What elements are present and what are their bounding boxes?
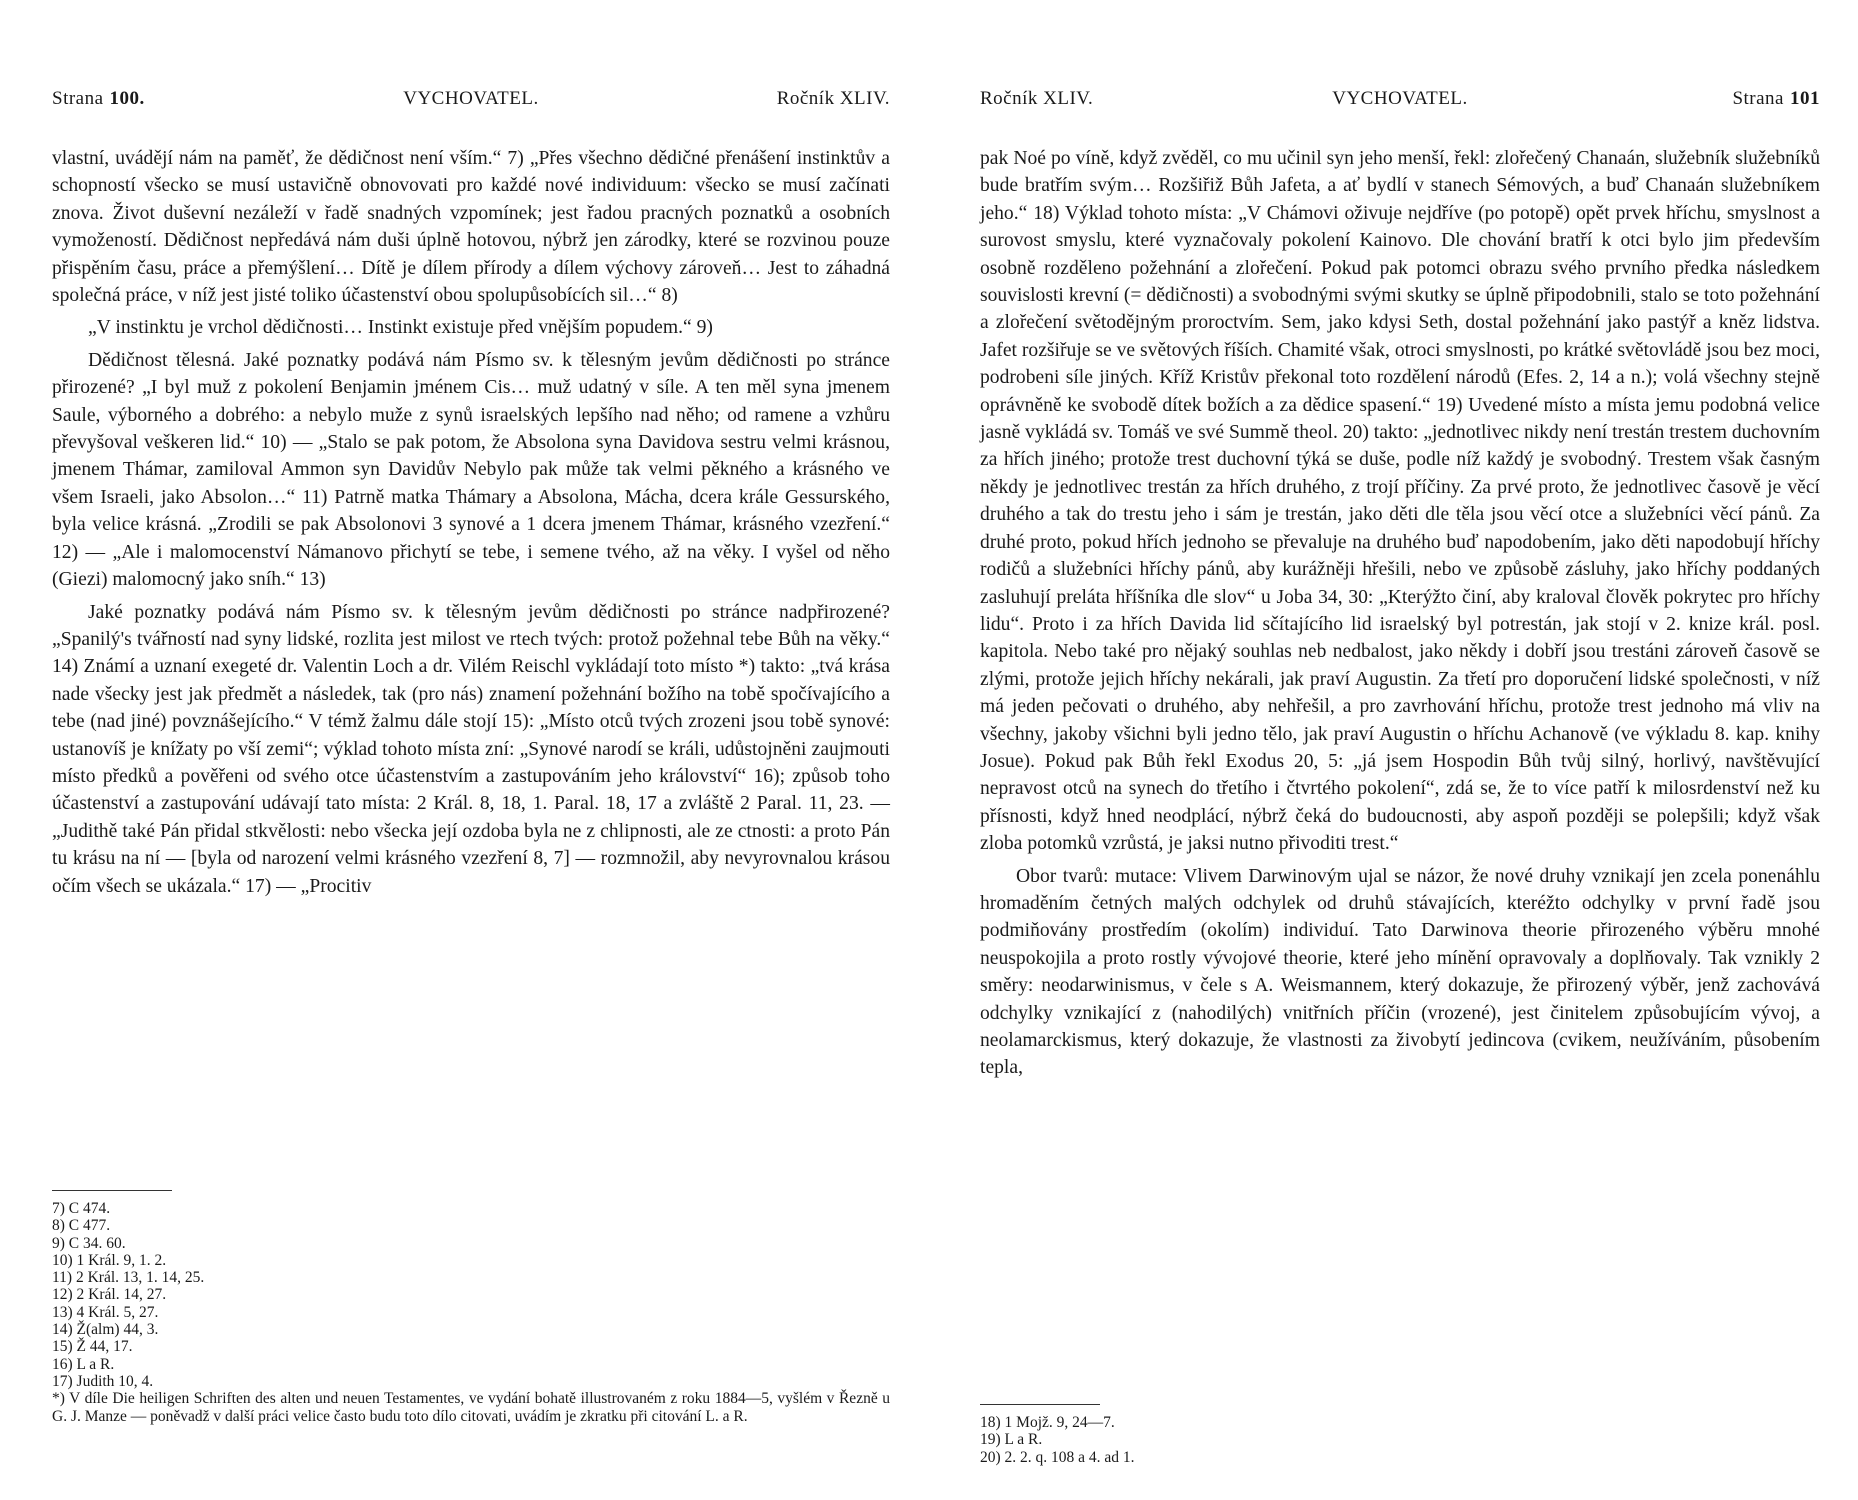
footnote: 15) Ž 44, 17. — [52, 1338, 133, 1356]
footnote-rule — [980, 1404, 1100, 1405]
footnote-rule — [52, 1190, 172, 1191]
footnote: 14) Ž(alm) 44, 3. — [52, 1321, 159, 1339]
left-volume-label: Ročník XLIV. — [776, 88, 890, 109]
footnote: 12) 2 Král. 14, 27. — [52, 1286, 167, 1304]
right-page-header — [980, 88, 1820, 118]
paragraph: Dědičnost tělesná. Jaké poznatky podává nám Písmo sv. k tělesným jevům dědičnosti po stránce přirozené? „I byl muž z pokolení Benjamin jménem Cis… muž udatný v síle. A ten měl syna jmenem Saule, výborného a dobrého: a nebylo muže z synů israelských lepšího nad něho; od ramene a vzhůru převyšoval veškeren lid.“ 10) — „Stalo se pak potom, že Absolona syna Davidova sestru velmi krásnou, jmenem Thámar, zamiloval Ammon syn Davidův Nebylo pak může tak velmi pěkného a krásného ve všem Israeli, jako Absolon…“ 11) Patrně matka Thámary a Absolona, Mácha, dcera krále Gessurského, byla velice krásná. „Zrodili se pak Absolonovi 3 synové a 1 dcera jmenem Thámar, krásného vzezření.“ 12) — „Ale i malomocenství Námanovo přichytí se tebe, i semene tvého, až na věky. I vyšel od něho (Giezi) malomocný jako sníh.“ 13) — [52, 349, 890, 591]
footnote: 18) 1 Mojž. 9, 24—7. — [980, 1414, 1115, 1431]
right-page — [980, 0, 1820, 1500]
footnote: 17) Judith 10, 4. — [52, 1372, 154, 1390]
footnote: 8) C 477. — [52, 1217, 111, 1235]
left-page-body — [52, 145, 890, 900]
right-page-number-label: Strana 101 — [1732, 88, 1820, 109]
paragraph: vlastní, uvádějí nám na paměť, že dědičnost není vším.“ 7) „Přes všechno dědičné přenášení instinktův a schopností všecko se musí ustavičně obnovovati pro každé nové individuum: všecko se musí začínati znova. Život duševní nezáleží v řadě snadných vzpomínek; jest řadou pracných poznatků a osobních vymožeností. Dědičnost nepředává nám duši úplně hotovou, nýbrž jen zárodky, které se rozvinou pouze přispěním času, práce a přemýšlení… Dítě je dílem přírody a dílem výchovy zároveň… Jest to záhadná společná práce, v níž jest jisté toliko účastenství obou spolupůsobících sil…“ 8) — [52, 148, 890, 307]
paragraph: „V instinktu je vrchol dědičnosti… Instinkt existuje před vnějším popudem.“ 9) — [88, 317, 713, 339]
right-footnotes — [980, 1414, 1820, 1466]
paragraph: pak Noé po víně, když zvěděl, co mu učinil syn jeho menší, řekl: zlořečený Chanaán, služebník služebníků bude bratřím svým… Rozšiřiž Bůh Jafeta, a ať bydlí v stanech Sémových, a buď Chanaán služebníkem jeho.“ 18) Výklad tohoto místa: „V Chámovi oživuje nejdříve (po potopě) opět prvek hříchu, smyslnost a surovost smyslu, které vyznačovaly pokolení Kainovo. Dle chování bratří k otci bylo jim především osobně rozděleno požehnání a zlořečení. Pokud pak potomci obrazu svého prvního předka následkem souvislosti krevní (= dědičnosti) a svobodnými svými skutky se úplně připodobnili, stalo se toto požehnání a zlořečení světodějným proroctvím. Sem, jako kdysi Seth, dostal požehnání jako pastýř a kněz lidstva. Jafet rozšiřuje se ve světových říších. Chamité však, otroci smyslnosti, po krátké světovládě jsou bez moci, podrobeni síle jiných. Kříž Kristův překonal toto rozdělení národů (Efes. 2, 14 a n.); volá všechny stejně oprávněně ke svobodě dítek božích a za dědice spasení.“ 19) Uvedené místo a místa jemu podobná velice jasně vykládá sv. Tomáš ve své Summě theol. 20) takto: „jednotlivec nikdy není trestán trestem duchovním za hřích jiného; protože trest duchovní týká se duše, podle níž každý je svobodný. Trestem však časným někdy je jednotlivec trestán za hřích druhého, z trojí příčiny. Za prvé proto, že jednotlivec časově je věcí druhého a tak do trestu jeho i sám je trestán, jako děti dle těla jsou věcí otce a služebníci věcí pánů. Za druhé proto, pokud hřích jednoho se převaluje na druhého buď napodobením, jako děti napodobují hříchy rodičů a služebníci hříchy pánů, aby kurážněji hřešili, nebo ve způsobě zásluhy, jako hříchy poddaných zasluhují preláta hříšníka dle slov“ u Joba 34, 30: „Kterýžto činí, aby kraloval člověk pokrytec pro hříchy lidu“. Proto i za hřích Davida lid sčítajícího lid israelský byl potrestán, jak stojí v 2. knize král. posl. kapitola. Nebo také pro nějaký souhlas neb nedbalost, jako někdy i dobří jsou trestáni zároveň časově se zlými, protože jejich hříchy nekárali, jak praví Augustin. Za třetí pro doporučení lidské společnosti, v níž má jeden pečovati o druhého, aby nehřešil, a pro zavrhování hříchu, protože trest jednoho má vliv na všechny, jakoby všichni byli jedno tělo, jak praví Augustin o hříchu Achanově (ve výkladu 8. kap. knihy Josue). Pokud pak Bůh řekl Exodus 20, 5: „já jsem Hospodin Bůh tvůj silný, horlivý, navštěvující nepravost otců na synech do třetího i čtvrtého pokolení“, zdá se, že to více patří k milosrdenství než ku přísnosti, když hned neodplácí, nýbrž čeká do budoucnosti, aby aspoň později se polepšili; když však zloba potomků vzrůstá, je jaksi nutno přivoditi trest.“ — [980, 148, 1820, 855]
left-footnotes — [52, 1200, 890, 1425]
left-running-title: VYCHOVATEL. — [403, 88, 539, 109]
right-running-title: VYCHOVATEL. — [1332, 88, 1468, 109]
footnote: 16) L a R. — [52, 1355, 115, 1373]
paragraph: Jaké poznatky podává nám Písmo sv. k tělesným jevům dědičnosti po stránce nadpřirozené? „Spanilý's tvářností nad syny lidské, rozlita jest milost ve rtech tvých: protož požehnal tebe Bůh na věky.“ 14) Známí a uznaní exegeté dr. Valentin Loch a dr. Vilém Reischl vykládají toto místo *) takto: „tvá krása nade všecky jest jak předmět a následek, tak (pro nás) znamení požehnání božího na tobě spočívajícího a tebe (nad jiné) povznášejícího.“ V témž žalmu dále stojí 15): „Místo otců tvých zrozeni jsou tobě synové: ustanovíš je knížaty po vší zemi“; výklad tohoto místa zní: „Synové narodí se králi, udůstojněni zaujmouti místo předků a pověřeni od svého otce účastenstvím a zastupováním jeho království“ 16); způsob toho účastenství a zastupování udávají tato místa: 2 Král. 8, 18, 1. Paral. 18, 17 a zvláště 2 Paral. 11, 23. — „Judithě také Pán přidal stkvělosti: nebo všecka její ozdoba byla ne z chlipnosti, ale ze ctnosti: a proto Pán tu krásu na ní — [byla od narození velmi krásného vzezření 8, 7] — rozmnožil, aby nevyrovnalou krásou očím všech se ukázala.“ 17) — „Procitiv — [52, 601, 890, 897]
footnote: 20) 2. 2. q. 108 a 4. ad 1. — [980, 1448, 1135, 1466]
footnote: 7) C 474. — [52, 1200, 111, 1217]
footnote: 11) 2 Král. 13, 1. 14, 25. — [52, 1269, 205, 1287]
footnote: 19) L a R. — [980, 1431, 1043, 1449]
footnote: 13) 4 Král. 5, 27. — [52, 1303, 159, 1321]
left-page — [52, 0, 890, 1500]
paragraph: Obor tvarů: mutace: Vlivem Darwinovým ujal se názor, že nové druhy vznikají jen zcela ponenáhlu hromaděním četných malých odchylek od druhů stávajících, kteréžto odchylky v první řadě jsou podmiňovány prostředím (okolím) individuí. Tato Darwinova theorie přirozeného výběru mnohé neuspokojila a proto rostly vývojové theorie, které jeho mínění opravovaly a doplňovaly. Tak vznikly 2 směry: neodarwinismus, v čele s A. Weismannem, který dokazuje, že přirozený výběr, jenž zachovává odchylky vznikající z (nahodilých) vnitřních příčin (vrozené), jest činitelem způsobujícím vývoj, a neolamarckismus, který dokazuje, že vlastnosti za živobytí jedincova (cvikem, neužíváním, působením tepla, — [980, 865, 1820, 1079]
footnote: 10) 1 Král. 9, 1. 2. — [52, 1251, 167, 1269]
right-page-body — [980, 145, 1820, 1082]
footnote: 9) C 34. 60. — [52, 1234, 126, 1252]
left-page-number-label: Strana 100. — [52, 88, 145, 109]
footnote: *) V díle Die heiligen Schriften des alten und neuen Testamentes, ve vydání bohatě illustrovaném z roku 1884—5, vyšlém v Řezně u G. J. Manze — poněvadž v další práci velice často budu toto dílo citovati, uvádím je zkratku při citování L. a R. — [52, 1390, 890, 1425]
left-page-header — [52, 88, 890, 118]
right-volume-label: Ročník XLIV. — [980, 88, 1094, 109]
